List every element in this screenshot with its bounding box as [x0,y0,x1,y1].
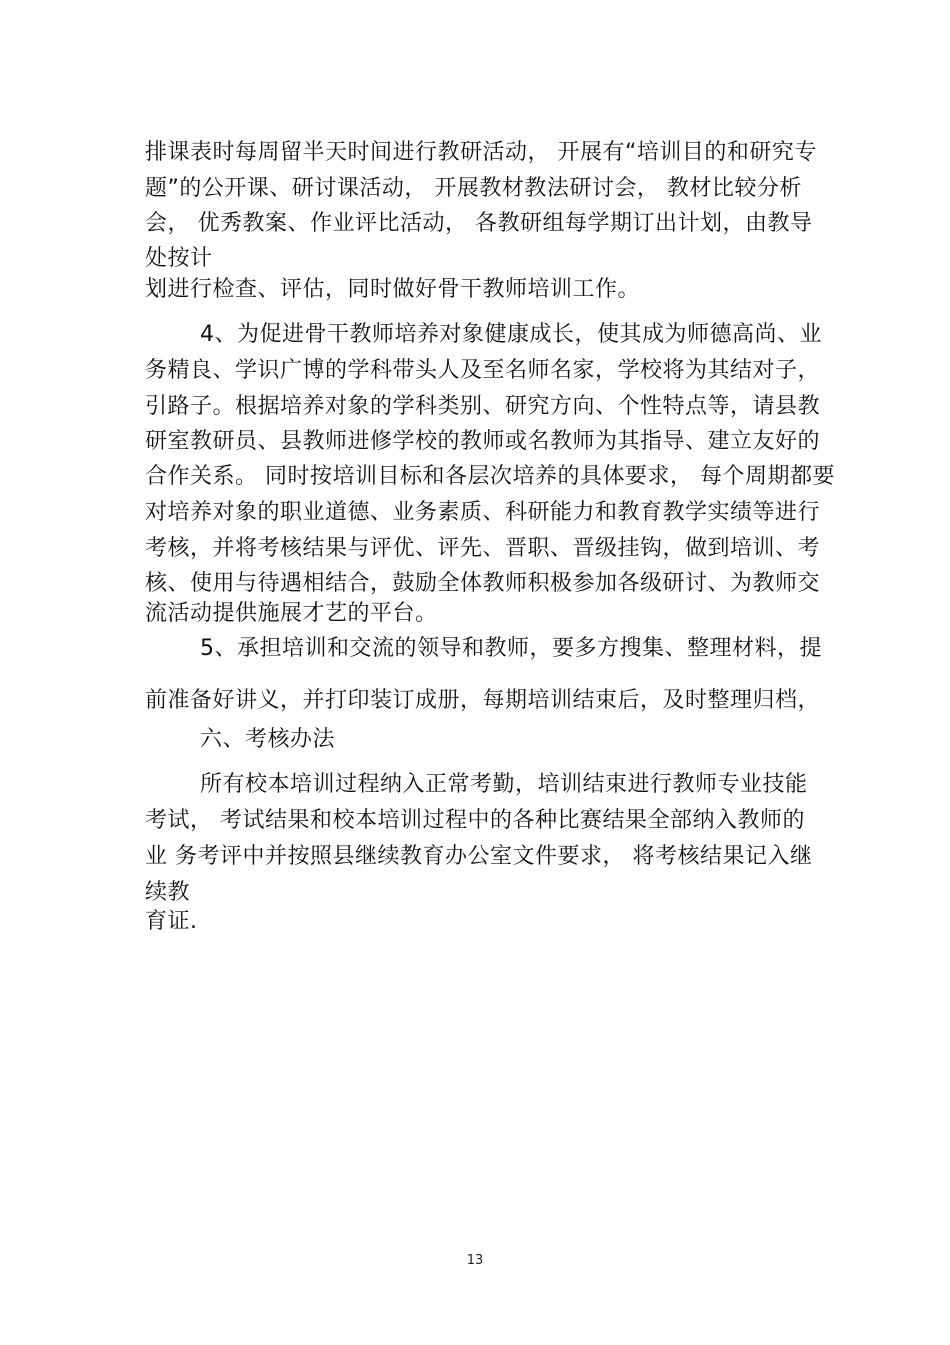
text-line: 研室教研员、县教师进修学校的教师或名教师为其指导、建立友好的 [145,429,821,454]
text-line: 会， 优秀教案、作业评比活动， 各教研组每学期订出计划，由教导 [145,211,813,236]
text-line: 合作关系。 同时按培训目标和各层次培养的具体要求， 每个周期都要 [145,464,835,489]
text-line: 前准备好讲义，并打印装订成册，每期培训结束后，及时整理归档， [145,688,821,713]
text-line: 务精良、学识广博的学科带头人及至名师名家，学校将为其结对子， [145,358,821,383]
text-line: 考试， 考试结果和校本培训过程中的各种比赛结果全部纳入教师的 [145,808,805,833]
paragraph-start-line: 5、承担培训和交流的领导和教师，要多方搜集、整理材料，提 [200,636,822,661]
text-line: 育证. [145,909,198,934]
text-line: 流活动提供施展才艺的平台。 [145,601,438,626]
text-line: 处按计 [145,246,213,271]
paragraph-start-line: 4、为促进骨干教师培养对象健康成长，使其成为师德高尚、业 [200,322,822,347]
text-line: 续教 [145,880,191,905]
text-line: 划进行检查、评估，同时做好骨干教师培训工作。 [145,277,641,302]
text-line: 排课表时每周留半天时间进行教研活动， 开展有“培训目的和研究专 [145,140,817,165]
text-line: 核、使用与待遇相结合，鼓励全体教师积极参加各级研讨、为教师交 [145,571,821,596]
text-line: 业 务考评中并按照县继续教育办公室文件要求， 将考核结果记入继 [145,844,813,869]
text-line: 考核，并将考核结果与评优、评先、晋职、晋级挂钩，做到培训、考 [145,536,821,561]
text-line: 题”的公开课、研讨课活动， 开展教材教法研讨会， 教材比较分析 [145,176,802,201]
section-heading: 六、考核办法 [200,727,336,752]
text-line: 引路子。根据培养对象的学科类别、研究方向、个性特点等，请县教 [145,394,821,419]
text-line: 对培养对象的职业道德、业务素质、科研能力和教育教学实绩等进行 [145,500,821,525]
page-number: 13 [466,1253,484,1268]
paragraph-start-line: 所有校本培训过程纳入正常考勤，培训结束进行教师专业技能 [200,772,808,797]
